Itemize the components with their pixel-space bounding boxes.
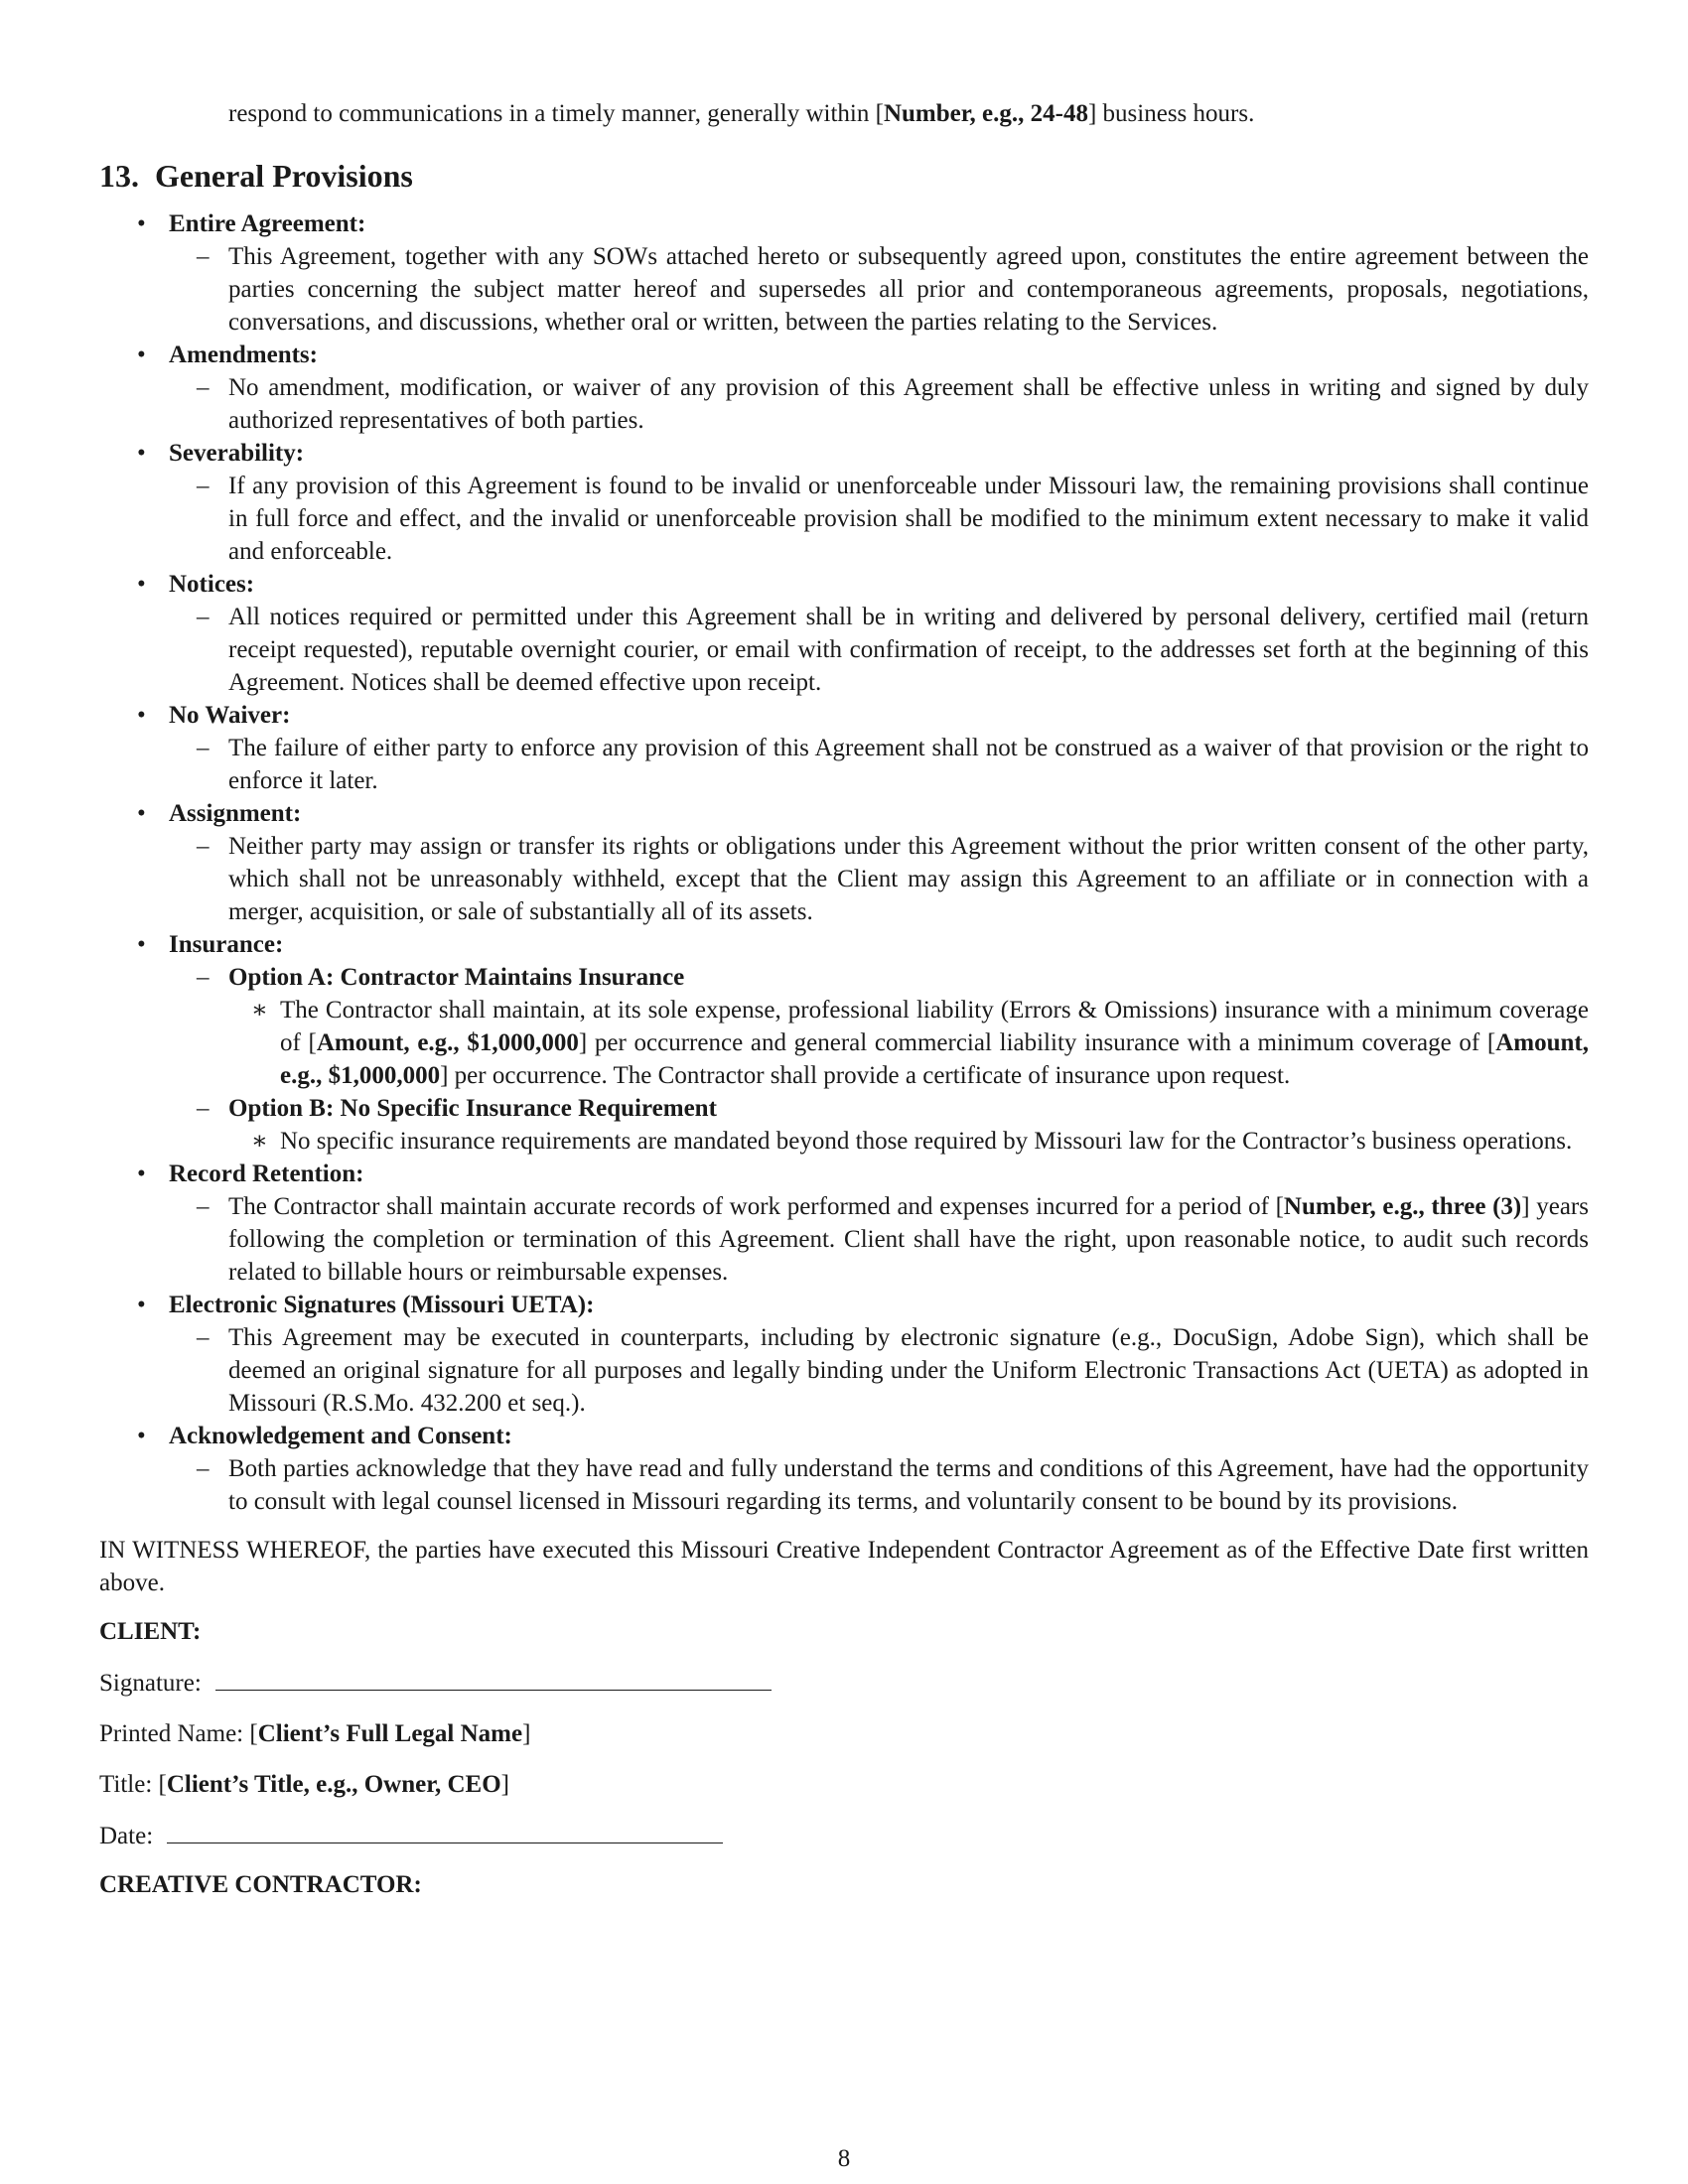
option-text: The Contractor shall maintain, at its sole expense, professional liability (Errors & Omissions) insurance with a minimum coverage of [ <box>280 997 1589 1056</box>
dash-icon: – <box>197 1455 210 1482</box>
provision-body: This Agreement, together with any SOWs attached hereto or subsequently agreed upon, constitutes the entire agreement between the parties concerning the subject matter hereof and supersedes all prior and contemporaneous agreements, proposals, negotiations, conversations, and discussions, whether oral or written, between the parties relating to the Services. <box>228 243 1589 336</box>
amount-placeholder: Amount, e.g., $1,000,000 <box>280 1029 1589 1089</box>
provision-label: Acknowledgement and Consent: <box>169 1423 512 1449</box>
insurance-option-a <box>99 961 1589 994</box>
title-placeholder: Client’s Title, e.g., Owner, CEO <box>166 1771 501 1798</box>
provision-body: No amendment, modification, or waiver of any provision of this Agreement shall be effective unless in writing and signed by duly authorized representatives of both parties. <box>228 374 1589 434</box>
bracket: [ <box>249 1720 258 1747</box>
dash-icon: – <box>197 735 210 761</box>
insurance-option-a-text <box>99 994 1589 1092</box>
provision-text-part: The Contractor shall maintain accurate records of work performed and expenses incurred for a period of [ <box>228 1193 1284 1220</box>
dash-icon: – <box>197 1193 210 1220</box>
amount-placeholder: Amount, e.g., $1,000,000 <box>316 1029 579 1056</box>
bullet-icon: • <box>137 702 146 729</box>
provision-entire-agreement <box>99 207 1589 240</box>
provision-body: Both parties acknowledge that they have read and fully understand the terms and conditions of this Agreement, have had the opportunity to consult with legal counsel licensed in Missouri regarding its terms, and voluntarily consent to be bound by its provisions. <box>228 1455 1589 1515</box>
printed-name-label: Printed Name: <box>99 1720 244 1747</box>
provision-text <box>99 830 1589 928</box>
client-printed-name-row <box>99 1717 1589 1750</box>
provision-text <box>99 371 1589 437</box>
provision-body: All notices required or permitted under this Agreement shall be in writing and delivered by personal delivery, certified mail (return receipt requested), reputable overnight courier, or email with confirmation of receipt, to the addresses set forth at the beginning of this Agreement. Notices shall be deemed effective upon receipt. <box>228 604 1589 696</box>
signature-label: Signature: <box>99 1670 202 1697</box>
witness-clause: IN WITNESS WHEREOF, the parties have executed this Missouri Creative Independent Contractor Agreement as of the Effective Date first written above. <box>99 1537 1589 1596</box>
provision-label: Amendments: <box>169 341 318 368</box>
provision-text <box>99 601 1589 699</box>
provision-label: Notices: <box>169 571 255 598</box>
dash-icon: – <box>197 833 210 860</box>
printed-name-placeholder: Client’s Full Legal Name <box>257 1720 523 1747</box>
intro-continuation <box>99 97 1589 130</box>
dash-icon: – <box>197 243 210 270</box>
dash-icon: – <box>197 1324 210 1351</box>
bullet-icon: • <box>137 440 146 467</box>
bracket: [ <box>158 1771 167 1798</box>
dash-icon: – <box>197 1095 210 1122</box>
provision-notices <box>99 568 1589 601</box>
insurance-option-b-text <box>99 1125 1589 1158</box>
provision-label: Severability: <box>169 440 305 467</box>
dash-icon: – <box>197 374 210 401</box>
bullet-icon: • <box>137 341 146 368</box>
dash-icon: – <box>197 604 210 630</box>
provisions-list <box>99 207 1589 1518</box>
date-label: Date: <box>99 1823 154 1849</box>
dash-icon: – <box>197 473 210 499</box>
provision-label: Electronic Signatures (Missouri UETA): <box>169 1292 595 1318</box>
bullet-icon: • <box>137 800 146 827</box>
number-placeholder: Number, e.g., three (3) <box>1283 1193 1522 1220</box>
provision-record-retention <box>99 1158 1589 1190</box>
section-heading <box>99 156 1589 196</box>
dash-icon: – <box>197 964 210 991</box>
intro-placeholder: Number, e.g., 24-48 <box>883 100 1088 127</box>
provision-body: If any provision of this Agreement is found to be invalid or unenforceable under Missouri law, the remaining provisions shall continue in full force and effect, and the invalid or unenforceable provision shall be modified to the minimum extent necessary to make it valid and enforceable. <box>228 473 1589 565</box>
provision-no-waiver <box>99 699 1589 732</box>
bracket: ] <box>522 1720 531 1747</box>
option-label: Option B: No Specific Insurance Requirement <box>228 1095 717 1122</box>
provision-assignment <box>99 797 1589 830</box>
provision-label: No Waiver: <box>169 702 291 729</box>
bullet-icon: • <box>137 931 146 958</box>
provision-electronic-signatures <box>99 1289 1589 1321</box>
option-text: ] per occurrence and general commercial liability insurance with a minimum coverage of [ <box>578 1029 1496 1056</box>
bullet-icon: • <box>137 1160 146 1187</box>
signature-line[interactable] <box>215 1666 772 1691</box>
option-body <box>280 994 1589 1092</box>
date-line[interactable] <box>167 1819 723 1843</box>
provision-text <box>99 240 1589 339</box>
client-heading: CLIENT: <box>99 1618 202 1645</box>
contractor-heading: CREATIVE CONTRACTOR: <box>99 1871 422 1898</box>
title-label: Title: <box>99 1771 153 1798</box>
bullet-icon: • <box>137 571 146 598</box>
provision-body: Neither party may assign or transfer its rights or obligations under this Agreement without the prior written consent of the other party, which shall not be unreasonably withheld, except that the Client may assign this Agreement to an affiliate or in connection with a merger, acquisition, or sale of substantially all of its assets. <box>228 833 1589 925</box>
section-title: General Provisions <box>155 158 413 194</box>
asterisk-icon: ∗ <box>251 997 268 1024</box>
provision-body: This Agreement may be executed in counterparts, including by electronic signature (e.g., DocuSign, Adobe Sign), which shall be deemed an original signature for all purposes and legally binding under the Uniform Electronic Transactions Act (UETA) as adopted in Missouri (R.S.Mo. 432.200 et seq.). <box>228 1324 1589 1417</box>
provision-text <box>99 1190 1589 1289</box>
provision-text <box>99 1321 1589 1420</box>
provision-amendments <box>99 339 1589 371</box>
bracket: ] <box>500 1771 509 1798</box>
option-body: No specific insurance requirements are mandated beyond those required by Missouri law for the Contractor’s business operations. <box>280 1128 1573 1155</box>
provision-text <box>99 470 1589 568</box>
option-label: Option A: Contractor Maintains Insurance <box>228 964 685 991</box>
provision-label: Entire Agreement: <box>169 210 366 237</box>
provision-label: Record Retention: <box>169 1160 364 1187</box>
client-date-row <box>99 1819 1589 1852</box>
section-number: 13. <box>99 158 139 194</box>
insurance-option-b <box>99 1092 1589 1125</box>
provision-label: Assignment: <box>169 800 302 827</box>
provision-text-part: ] years following the completion or termination of this Agreement. Client shall have the right, upon reasonable notice, to audit such records related to billable hours or reimbursable expenses. <box>228 1193 1589 1286</box>
asterisk-icon: ∗ <box>251 1128 268 1155</box>
option-text: ] per occurrence. The Contractor shall provide a certificate of insurance upon request. <box>440 1062 1291 1089</box>
page-number: 8 <box>837 2145 851 2172</box>
client-title-row <box>99 1768 1589 1801</box>
intro-text-end: ] business hours. <box>1087 100 1255 127</box>
bullet-icon: • <box>137 1292 146 1318</box>
provision-body: The failure of either party to enforce any provision of this Agreement shall not be construed as a waiver of that provision or the right to enforce it later. <box>228 735 1589 794</box>
provision-body <box>228 1190 1589 1289</box>
provision-text <box>99 732 1589 797</box>
bullet-icon: • <box>137 210 146 237</box>
provision-acknowledgement <box>99 1420 1589 1452</box>
provision-label: Insurance: <box>169 931 284 958</box>
document-page <box>99 97 1589 1901</box>
client-signature-row <box>99 1666 1589 1700</box>
provision-text <box>99 1452 1589 1518</box>
intro-text: respond to communications in a timely manner, generally within [ <box>228 100 884 127</box>
provision-insurance <box>99 928 1589 961</box>
bullet-icon: • <box>137 1423 146 1449</box>
provision-severability <box>99 437 1589 470</box>
